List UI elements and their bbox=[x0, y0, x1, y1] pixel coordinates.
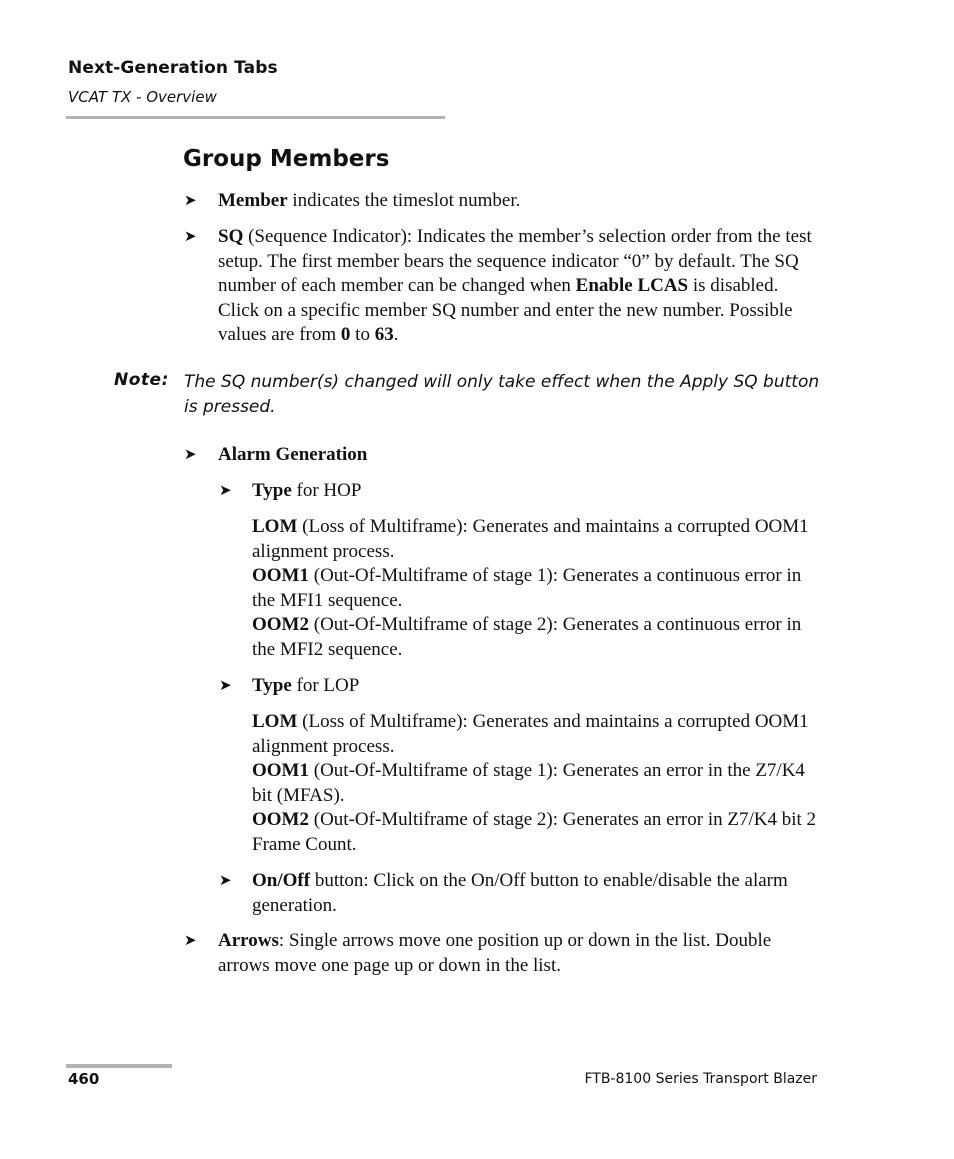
bullet-arrow-icon: ➤ bbox=[184, 193, 197, 209]
type-lop-lom bbox=[252, 710, 822, 759]
type-hop-lom bbox=[252, 515, 822, 564]
sq-max-value: 63 bbox=[374, 324, 394, 345]
section-title: Group Members bbox=[183, 146, 390, 172]
type-hop-text: for HOP bbox=[291, 480, 362, 501]
lop-lom-term: LOM bbox=[252, 711, 298, 732]
type-lop-text: for LOP bbox=[291, 675, 360, 696]
page-number: 460 bbox=[68, 1070, 100, 1088]
arrows-text: : Single arrows move one position up or down in the list. Double arrows move one page up or down in the list. bbox=[218, 930, 772, 976]
type-lop-term: Type bbox=[252, 675, 292, 696]
member-text: indicates the timeslot number. bbox=[287, 190, 521, 211]
type-hop-oom1 bbox=[252, 564, 822, 613]
arrows-term: Arrows bbox=[218, 930, 279, 951]
type-lop-item bbox=[252, 674, 822, 699]
note-text: The SQ number(s) changed will only take effect when the Apply SQ button is pressed. bbox=[184, 372, 820, 417]
type-hop-term: Type bbox=[252, 480, 292, 501]
note-label: Note: bbox=[114, 370, 169, 390]
sq-term: SQ bbox=[218, 226, 244, 247]
bullet-arrow-icon: ➤ bbox=[184, 229, 197, 245]
on-off-term: On/Off bbox=[252, 870, 311, 891]
lop-oom1-text: (Out-Of-Multiframe of stage 1): Generates an error in the Z7/K4 bit (MFAS). bbox=[252, 760, 805, 806]
running-header-title: Next-Generation Tabs bbox=[68, 58, 278, 78]
footer-rule bbox=[66, 1064, 172, 1068]
sq-text-end: . bbox=[393, 324, 399, 345]
hop-lom-term: LOM bbox=[252, 516, 298, 537]
hop-oom2-term: OOM2 bbox=[252, 614, 309, 635]
type-lop-oom1 bbox=[252, 759, 822, 808]
arrows-item bbox=[218, 929, 818, 978]
lop-lom-text: (Loss of Multiframe): Generates and maintains a corrupted OOM1 alignment process. bbox=[252, 711, 809, 757]
bullet-arrow-icon: ➤ bbox=[219, 678, 232, 694]
bullet-arrow-icon: ➤ bbox=[219, 483, 232, 499]
member-item bbox=[218, 189, 818, 214]
member-term: Member bbox=[218, 190, 288, 211]
sq-range-mid: to bbox=[350, 324, 375, 345]
lop-oom1-term: OOM1 bbox=[252, 760, 309, 781]
type-hop-oom2 bbox=[252, 613, 822, 662]
hop-oom1-text: (Out-Of-Multiframe of stage 1): Generates a continuous error in the MFI1 sequence. bbox=[252, 565, 802, 611]
alarm-generation-item bbox=[218, 443, 818, 468]
lop-oom2-term: OOM2 bbox=[252, 809, 309, 830]
bullet-arrow-icon: ➤ bbox=[219, 873, 232, 889]
alarm-generation-term: Alarm Generation bbox=[218, 444, 368, 465]
enable-lcas-term: Enable LCAS bbox=[575, 275, 689, 296]
hop-oom1-term: OOM1 bbox=[252, 565, 309, 586]
bullet-arrow-icon: ➤ bbox=[184, 933, 197, 949]
type-lop-oom2 bbox=[252, 808, 822, 857]
sq-min-value: 0 bbox=[340, 324, 351, 345]
hop-lom-text: (Loss of Multiframe): Generates and maintains a corrupted OOM1 alignment process. bbox=[252, 516, 809, 562]
sq-text-1: (Sequence Indicator): Indicates the member’s selection order from the test setup. The first member bears the sequence indicator “0” by default. The SQ number of each member can be changed when bbox=[218, 226, 812, 296]
on-off-text: button: Click on the On/Off button to enable/disable the alarm generation. bbox=[252, 870, 788, 916]
sq-item bbox=[218, 225, 818, 348]
hop-oom2-text: (Out-Of-Multiframe of stage 2): Generates a continuous error in the MFI2 sequence. bbox=[252, 614, 802, 660]
running-header-subtitle: VCAT TX - Overview bbox=[68, 88, 217, 106]
lop-oom2-text: (Out-Of-Multiframe of stage 2): Generates an error in Z7/K4 bit 2 Frame Count. bbox=[252, 809, 817, 855]
footer-product-name: FTB-8100 Series Transport Blazer bbox=[584, 1071, 817, 1087]
sq-text-2: is disabled. Click on a specific member SQ number and enter the new number. Possible values are from bbox=[218, 275, 793, 345]
type-hop-item bbox=[252, 479, 822, 504]
bullet-arrow-icon: ➤ bbox=[184, 447, 197, 463]
header-rule bbox=[66, 116, 445, 119]
on-off-item bbox=[252, 869, 822, 918]
